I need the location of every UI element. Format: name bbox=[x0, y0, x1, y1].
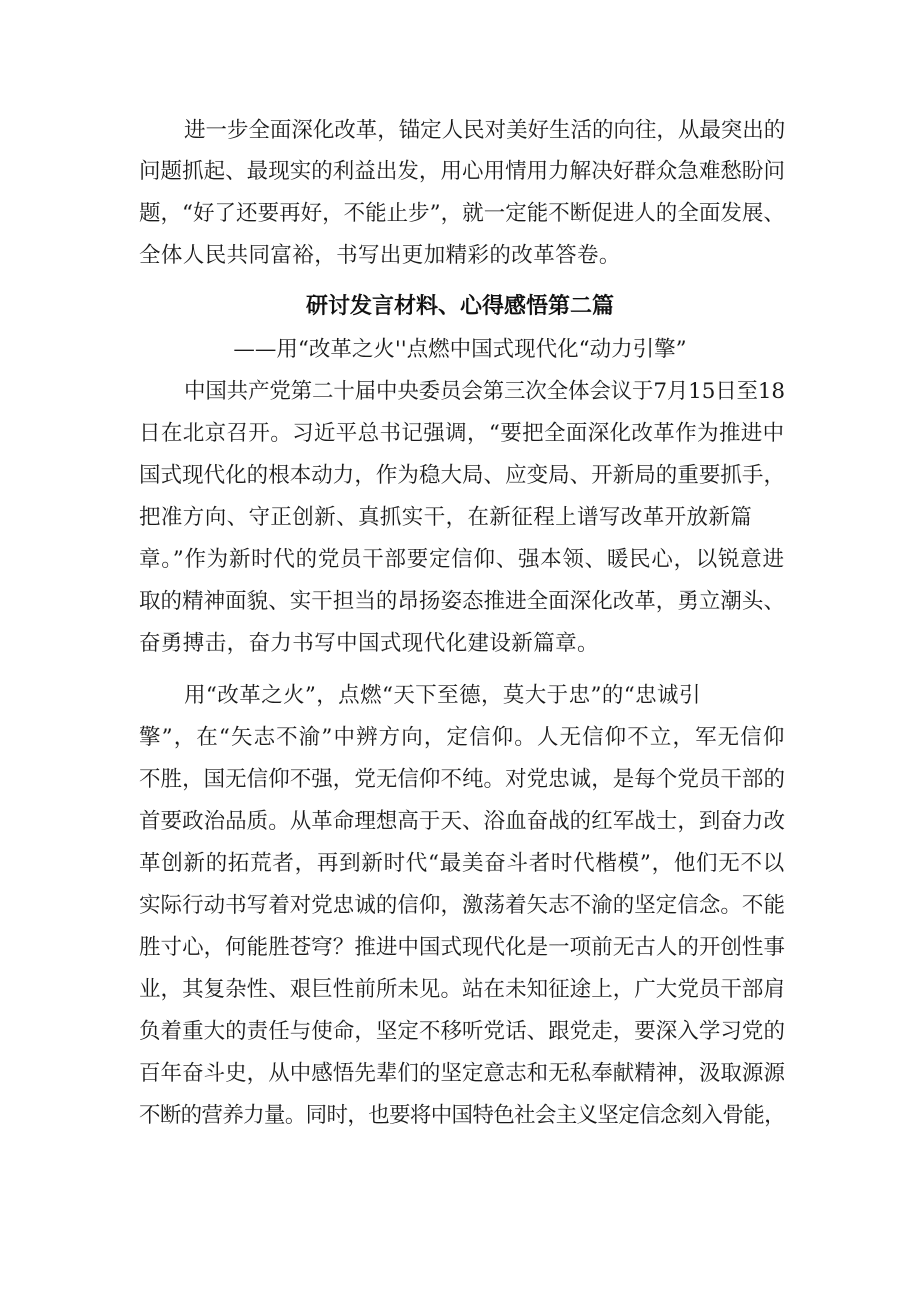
intro-line-2: 问题抓起、最现实的利益出发，用心用情用力解决好群众急难愁盼问 bbox=[139, 159, 786, 184]
section-title: 研讨发言材料、心得感悟第二篇 bbox=[305, 294, 614, 319]
paragraph-2-line-11: 不断的营养力量。同时，也要将中国特色社会主义坚定信念刻入骨能， bbox=[139, 1103, 785, 1128]
paragraph-2-line-8: 业，其复杂性、艰巨性前所未见。站在未知征途上，广大党员干部肩 bbox=[139, 977, 786, 1002]
paragraph-2-line-5: 革创新的拓荒者，再到新时代“最美奋斗者时代楷模”，他们无不以 bbox=[139, 851, 785, 876]
paragraph-2-line-4: 首要政治品质。从革命理想高于天、浴血奋战的红军战士，到奋力改 bbox=[139, 809, 786, 834]
paragraph-2-line-1: 用“改革之火”，点燃“天下至德，莫大于忠”的“忠诚引 bbox=[184, 683, 701, 708]
paragraph-2-line-7: 胜寸心，何能胜苍穹？推进中国式现代化是一项前无古人的开创性事 bbox=[139, 935, 786, 960]
paragraph-1-line-7: 奋勇搏击，奋力书写中国式现代化建设新篇章。 bbox=[139, 631, 599, 656]
intro-line-3: 题，“好了还要再好，不能止步”，就一定能不断促进人的全面发展、 bbox=[139, 201, 785, 226]
paragraph-1-line-6: 取的精神面貌、实干担当的昂扬姿态推进全面深化改革，勇立潮头、 bbox=[139, 589, 786, 614]
intro-line-1: 进一步全面深化改革，锚定人民对美好生活的向往，从最突出的 bbox=[184, 118, 786, 143]
paragraph-1-line-2: 日在北京召开。习近平总书记强调，“要把全面深化改革作为推进中 bbox=[139, 421, 785, 446]
paragraph-2-line-6: 实际行动书写着对党忠诚的信仰，激荡着矢志不渝的坚定信念。不能 bbox=[139, 893, 786, 918]
paragraph-1-line-1: 中国共产党第二十届中央委员会第三次全体会议于7月15日至18 bbox=[184, 379, 785, 404]
paragraph-2-line-10: 百年奋斗史，从中感悟先辈们的坚定意志和无私奉献精神，汲取源源 bbox=[139, 1061, 786, 1086]
paragraph-2-line-2: 擎”，在“矢志不渝”中辨方向，定信仰。人无信仰不立，军无信仰 bbox=[139, 725, 786, 750]
paragraph-1-line-3: 国式现代化的根本动力，作为稳大局、应变局、开新局的重要抓手， bbox=[139, 463, 786, 488]
paragraph-1-line-5: 章。”作为新时代的党员干部要定信仰、强本领、暖民心，以锐意进 bbox=[139, 547, 785, 572]
section-subtitle: ——用“改革之火''点燃中国式现代化“动力引擎” bbox=[233, 337, 687, 362]
paragraph-2-line-9: 负着重大的责任与使命，坚定不移听党话、跟党走，要深入学习党的 bbox=[139, 1019, 786, 1044]
intro-line-4: 全体人民共同富裕，书写出更加精彩的改革答卷。 bbox=[139, 243, 621, 268]
paragraph-1-line-4: 把准方向、守正创新、真抓实干，在新征程上谱写改革开放新篇 bbox=[139, 505, 753, 530]
paragraph-2-line-3: 不胜，国无信仰不强，党无信仰不纯。对党忠诚，是每个党员干部的 bbox=[139, 767, 786, 792]
